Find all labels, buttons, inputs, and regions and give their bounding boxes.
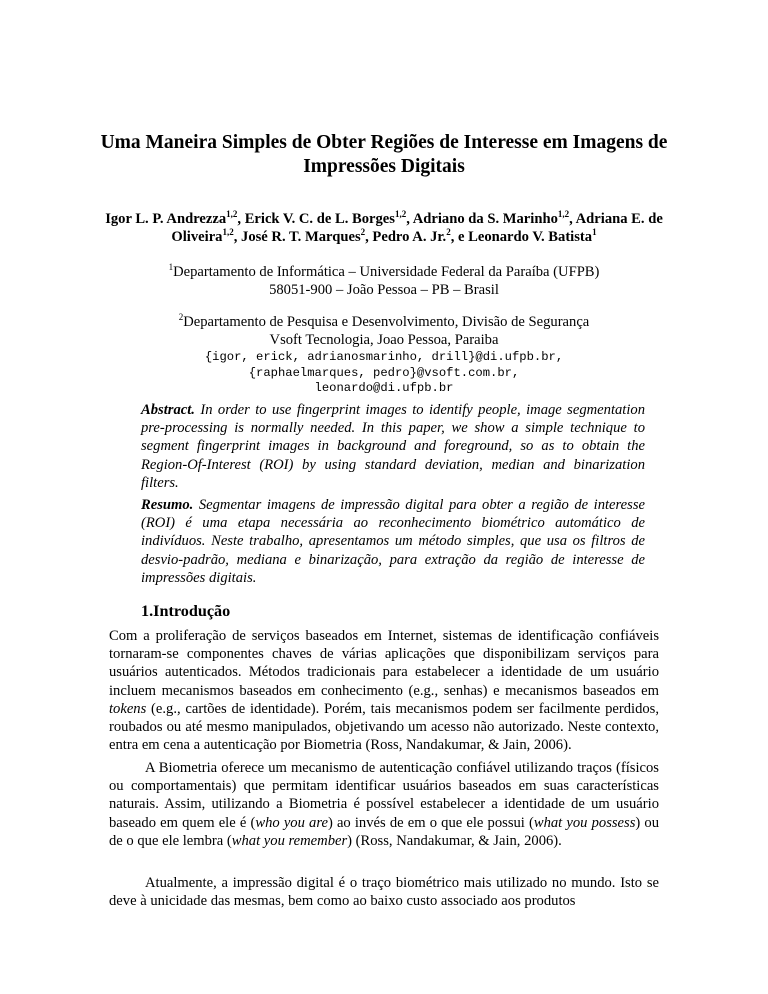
affiliation-marker: 2 xyxy=(178,312,184,323)
email-block xyxy=(120,350,648,397)
author: Adriano da S. Marinho$^{1,2}$, xyxy=(412,209,576,227)
affiliation-2 xyxy=(110,313,658,349)
affiliation-1 xyxy=(110,263,658,299)
abstract-label: Abstract. xyxy=(141,402,195,418)
email-line: {raphaelmarques, pedro}@vsoft.com.br, xyxy=(248,365,520,380)
affiliation-department: Departamento de Pesquisa e Desenvolvimento, Divisão de Segurança xyxy=(183,314,590,330)
author: Pedro A. Jr.$^2$, e xyxy=(372,227,469,245)
abstract-text: In order to use fingerprint images to identify people, image segmentation pre-processing is normally needed. In this paper, we show a simple technique to segment fingerprint images in background and foreground, so as to obtain the Region-Of-Interest (ROI) by using standard deviation, median and binarization filters. xyxy=(141,402,646,491)
resumo-label: Resumo. xyxy=(141,497,194,513)
paragraph: A Biometria oferece um mecanismo de autenticação confiável utilizando traços (físicos ou comportamentais) que permitam identificar usuários baseados em suas características naturais. Assim, utilizando a Biometria é possível estabelecer a identidade de um usuário baseado em quem ele é (who you are) ao invés de em o que ele possui (what you possess) ou de o que ele lembra (what you remember) (Ross, Nandakumar, & Jain, 2006). xyxy=(109,760,660,849)
author: Adriana E. de Oliveira$^{1,2}$, xyxy=(171,211,663,245)
affiliation-department: Departamento de Informática – Universidade Federal da Paraíba (UFPB) xyxy=(173,264,600,280)
section-heading: 1.Introdução xyxy=(141,602,231,620)
affiliation-address: Vsoft Tecnologia, Joao Pessoa, Paraiba xyxy=(269,332,499,348)
abstract-pt xyxy=(141,496,645,587)
email-line: leonardo@di.ufpb.br xyxy=(314,381,454,396)
abstract-en xyxy=(141,401,645,492)
email-line: {igor, erick, adrianosmarinho, drill}@di.ufpb.br, xyxy=(204,350,564,364)
author: José R. T. Marques$^2$, xyxy=(241,227,373,245)
author: Igor L. P. Andrezza$^{1,2}$, xyxy=(105,209,245,227)
resumo-text: Segmentar imagens de impressão digital para obter a região de interesse (ROI) é uma etapa necessária ao reconhecimento biométrico automático de indivíduos. Neste trabalho, apresentamos um método simples, que usa os filtros de desvio-padrão, mediana e binarização, para extração da região de interesse de impressões digitais. xyxy=(141,497,645,586)
author: Leonardo V. Batista$^1$ xyxy=(468,227,597,245)
paragraph: Com a proliferação de serviços baseados em Internet, sistemas de identificação confiáveis tornaram-se componentes chaves de várias aplicações que disponibilizam serviços para usuários autenticados. Métodos tradicionais para estabelecer a identidade de um usuário incluem mecanismos baseados em conhecimento (e.g., senhas) e mecanismos baseados em tokens (e.g., cartões de identidade). Porém, tais mecanismos podem ser facilmente perdidos, roubados ou até mesmo manipulados, objetivando um acesso não autorizado. Neste contexto, entra em cena a autenticação por Biometria (Ross, Nandakumar, & Jain, 2006). xyxy=(109,628,659,754)
paper-title: Uma Maneira Simples de Obter Regiões de Interesse em Imagens de Impressões Digitais xyxy=(100,132,668,177)
author-list xyxy=(95,210,673,246)
affiliation-marker: 1 xyxy=(168,262,174,273)
author: Erick V. C. de L. Borges$^{1,2}$, xyxy=(244,209,413,227)
affiliation-address: 58051-900 – João Pessoa – PB – Brasil xyxy=(269,282,499,298)
paragraph: Atualmente, a impressão digital é o traço biométrico mais utilizado no mundo. Isto se deve à unicidade das mesmas, bem como ao baixo custo associado aos produtos xyxy=(109,875,659,910)
